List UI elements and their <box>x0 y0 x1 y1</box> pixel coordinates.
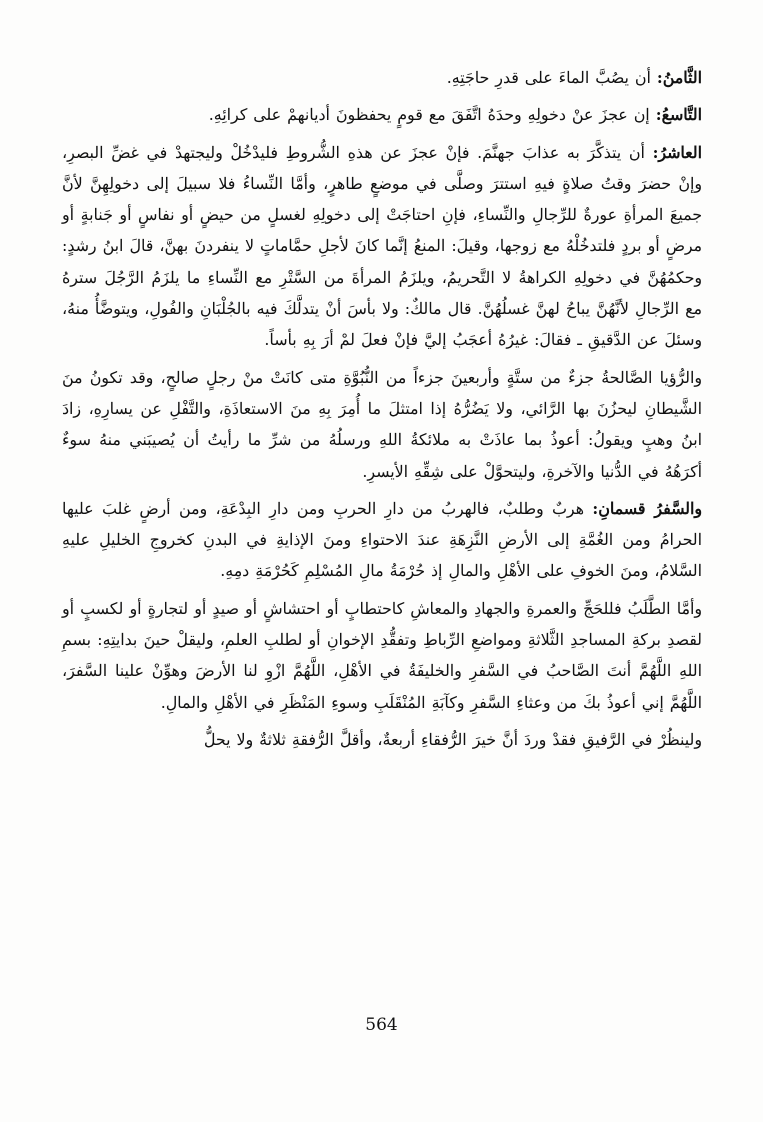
paragraph-lead: الثَّامنُ: <box>656 68 702 87</box>
paragraph-companion <box>62 724 702 755</box>
paragraph-eighth <box>62 62 702 93</box>
page-body <box>62 62 702 761</box>
paragraph-ninth <box>62 99 702 130</box>
paragraph-text: إن عجزَ عنْ دخولِهِ وحدَهُ اتَّفَقَ مع قومٍ يحفظونَ أديانهمْ على كرائِهِ. <box>208 105 656 125</box>
paragraph-dreams <box>62 362 702 487</box>
paragraph-text: أن يتذكَّرَ به عذابَ جهنَّمَ. فإنْ عجزَ عن هذهِ الشُّروطِ فليدْخُلْ وليجتهدْ في غضِّ البصرِ، وإنْ حضرَ وقتُ صلاةٍ فيهِ استترَ وصلَّى في موضعٍ طاهرٍ، وأمَّا النِّساءُ فلا سبيلَ إلى دخولِهِنَّ لأنَّ جميعَ المرأةِ عورةٌ للرِّجالِ والنِّساءِ، فإنِ احتاجَتْ إلى دخولِهِ لغسلٍ من حيضٍ أو نفاسٍ أو جَنابةٍ أو مرضٍ أو بردٍ فلتدخُلْهُ مع زوجها، وقيلَ: المنعُ إنَّما كانَ لأجلِ حمَّاماتٍ لا ينفردنَ بهنَّ، قالَ ابنُ رشدٍ: وحكمُهُنَّ في دخولِهِ الكراهةُ لا التَّحريمُ، ويلزَمُ المرأةَ من السَّتْرِ مع النِّساءِ ما يلزَمُ الرَّجُلَ سترهُ مع الرِّجالِ لأنَّهُنَّ يباحُ لهنَّ غسلُهُنَّ. قال مالكٌ: ولا بأسَ أنْ يتدلَّكَ فيه بالجُلْبَانِ والفُولِ، ويتوضَّأُ منهُ، وسئلَ عن الدَّقيقِ ـ فقالَ: غيرُهُ أعجَبُ إليَّ فإنْ فعلَ لمْ أرَ بِهِ بأساً. <box>62 142 702 350</box>
paragraph-travel-types <box>62 493 702 587</box>
paragraph-travel-purpose <box>62 593 702 718</box>
paragraph-lead: التَّاسعُ: <box>655 105 702 125</box>
paragraph-text: ولينظُرْ في الرَّفيقِ فقدْ وردَ أنَّ خيرَ الرُّفقاءِ أربعةٌ، وأقلَّ الرُّفقةِ ثلاثةٌ ولا يحلُّ <box>203 729 702 749</box>
paragraph-text: هربٌ وطلبٌ، فالهربُ من دارِ الحربِ ومن دارِ البِدْعَةِ، ومن أرضٍ غلبَ عليها الحرامُ ومن الغُمَّةِ إلى الأرضِ النَّزِهَةِ عندَ الاحتواءِ ومنَ الإذايةِ في البدنِ كخروجِ الخليلِ عليهِ السَّلامُ، ومنَ الخوفِ على الأهْلِ والمالِ إذ حُرْمَةُ مالِ المُسْلِمِ كَحُرْمَةِ دمِهِ. <box>62 498 702 581</box>
paragraph-lead: العاشرُ: <box>652 142 702 162</box>
page-number: 564 <box>365 1015 398 1035</box>
paragraph-tenth <box>62 137 702 356</box>
paragraph-text: أن يصُبَّ الماءَ على قدرِ حاجَتِهِ. <box>446 68 657 87</box>
paragraph-text: والرُّؤيا الصَّالحةُ جزءٌ من ستَّةٍ وأربعينَ جزءاً من النُّبُوَّةِ متى كانَتْ منْ رجلٍ صالحٍ، وقد تكونُ منَ الشَّيطانِ ليحزُنَ بها الرَّائي، ولا يَضُرُّهُ إذا امتثلَ ما أُمِرَ بِهِ منَ الاستعاذَةِ، والتَّفْلِ عن يسارِهِ، زادَ ابنُ وهبٍ ويقولُ: أعوذُ بما عاذَتْ به ملائكةُ اللهِ ورسلُهُ من شرِّ ما رأيتُ أن يُصيبَني منهُ سوءٌ أكرَهُهُ في الدُّنيا والآخرةِ، وليتحوَّلْ على شِقِّهِ الأيسرِ. <box>62 367 702 481</box>
paragraph-text: وأمَّا الطَّلَبُ فللحَجِّ والعمرةِ والجهادِ والمعاشِ كاحتطابٍ أو احتشاشٍ أو صيدٍ أو لتجارةٍ أو لكسبٍ أو لقصدِ بركةِ المساجدِ الثَّلاثةِ ومواضعِ الرِّباطِ وتفقُّدِ الإخوانِ أو لطلبِ العلمِ، وليقلْ حينَ بدايتِهِ: بسمِ اللهِ اللَّهُمَّ أنتَ الصَّاحبُ في السَّفرِ والخليفَةُ في الأهْلِ، اللَّهُمَّ ازْوِ لنا الأرضَ وهوِّنْ علينا السَّفرَ، اللَّهُمَّ إني أعوذُ بكَ من وعثاءِ السَّفرِ وكآبَةِ المُنْقَلَبِ وسوءِ المَنْظَرِ في الأهْلِ والمالِ. <box>62 598 702 712</box>
paragraph-lead: والسَّفرُ قسمانِ: <box>592 498 702 518</box>
